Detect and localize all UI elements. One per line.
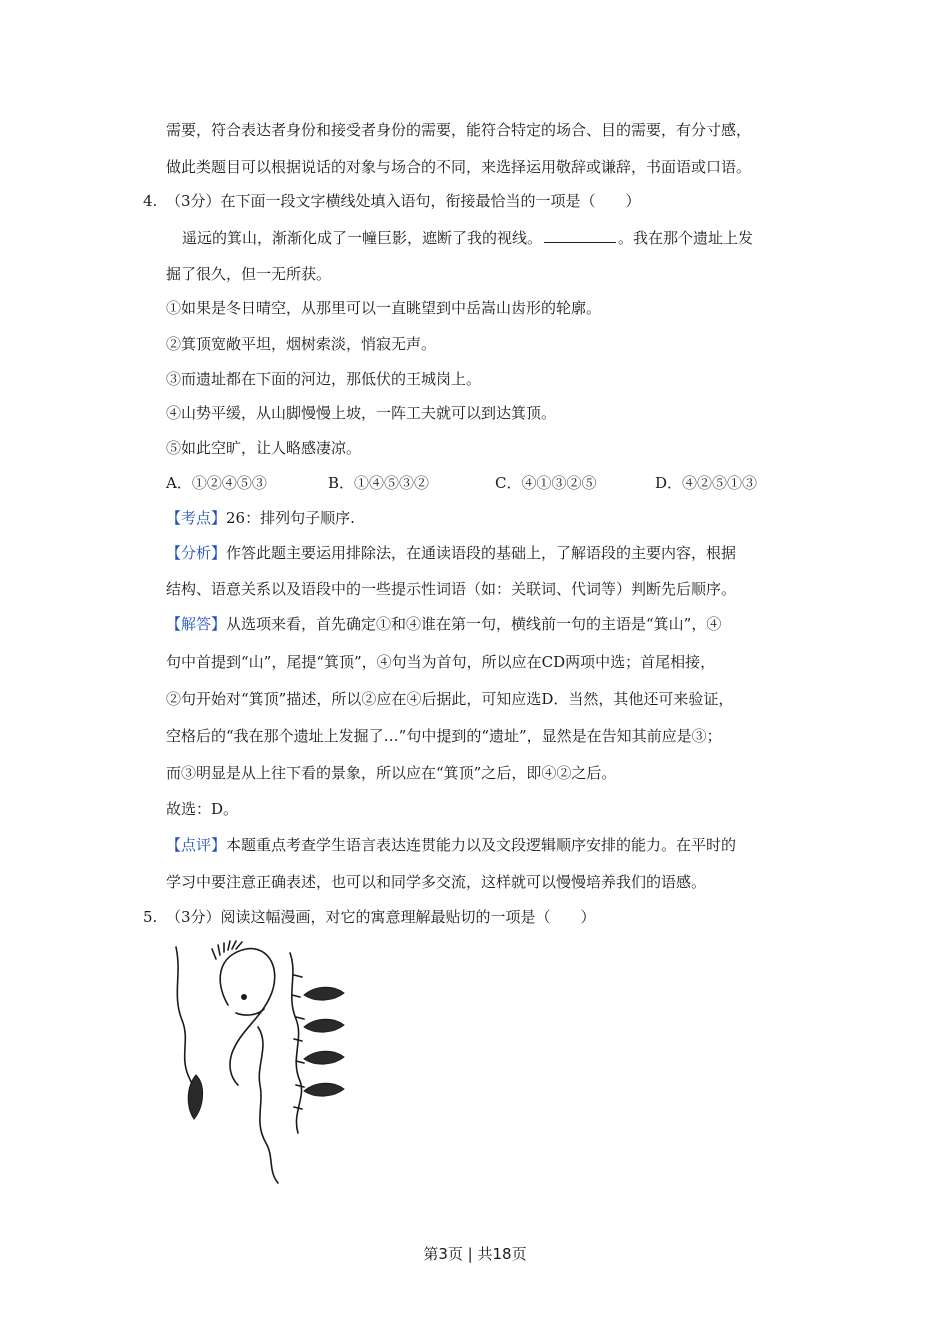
figure-head-loop — [220, 949, 275, 1085]
dianping-text-1: 本题重点考查学生语言表达连贯能力以及文段逻辑顺序安排的能力。在平时的 — [226, 836, 737, 854]
question-5-stem: （3分）阅读这幅漫画，对它的寓意理解最贴切的一项是（ ） — [166, 908, 596, 926]
passage-before-blank: 遥远的箕山，渐渐化成了一幢巨影，遮断了我的视线。 — [182, 229, 543, 247]
passage-after-blank: 。我在那个遗址上发 — [618, 229, 754, 247]
option-b: B．①④⑤③② — [328, 474, 430, 492]
fenxi-line-1 — [166, 543, 736, 563]
question-4-passage-line-1 — [182, 228, 753, 248]
question-4-stem: （3分）在下面一段文字横线处填入语句，衔接最恰当的一项是（ ） — [166, 192, 641, 210]
page-footer: 第3页 | 共18页 — [423, 1245, 527, 1263]
leaf-2 — [304, 1019, 344, 1032]
figure-eye — [242, 995, 246, 999]
question-5-number: 5. — [143, 908, 158, 926]
sentence-3: ③而遗址都在下面的河边，那低伏的王城岗上。 — [166, 370, 482, 388]
jieda-line-3: ②句开始对“箕顶”描述，所以②应在④后据此，可知应选D．当然，其他还可来验证， — [166, 690, 734, 708]
left-stem — [176, 947, 200, 1095]
intro-line-2: 做此类题目可以根据说话的对象与场合的不同，来选择运用敬辞或谦辞，书面语或口语。 — [166, 158, 752, 176]
leaf-3 — [304, 1051, 344, 1064]
dianping-tag: 【点评】 — [166, 836, 227, 854]
right-leaves — [304, 987, 344, 1096]
question-4-number: 4. — [143, 192, 158, 210]
fenxi-tag: 【分析】 — [166, 544, 227, 562]
sentence-5: ⑤如此空旷，让人略感凄凉。 — [166, 439, 362, 457]
leaf-4 — [304, 1083, 344, 1096]
option-c: C．④①③②⑤ — [495, 474, 597, 492]
sentence-4: ④山势平缓，从山脚慢慢上坡，一阵工夫就可以到达箕顶。 — [166, 404, 557, 422]
answer-line: 故选：D。 — [166, 800, 239, 818]
dianping-line-1 — [166, 835, 736, 855]
fenxi-line-2: 结构、语意关系以及语段中的一些提示性词语（如：关联词、代词等）判断先后顺序。 — [166, 580, 737, 598]
dianping-line-2: 学习中要注意正确表述，也可以和同学多交流，这样就可以慢慢培养我们的语感。 — [166, 873, 707, 891]
leaf-1 — [304, 987, 344, 1000]
sentence-1: ①如果是冬日晴空，从那里可以一直眺望到中岳嵩山齿形的轮廓。 — [166, 299, 602, 317]
jieda-tag: 【解答】 — [166, 615, 227, 633]
figure-hair — [212, 941, 242, 959]
kaodian-text: 26：排列句子顺序. — [226, 509, 355, 527]
kaodian-tag: 【考点】 — [166, 509, 227, 527]
jieda-line-2: 句中首提到“山”，尾提“箕顶”，④句当为首句，所以应在CD两项中选；首尾相接， — [166, 653, 716, 671]
kaodian-line — [166, 508, 355, 528]
figure-string — [258, 1027, 278, 1183]
jieda-text-1: 从选项来看，首先确定①和④谁在第一句，横线前一句的主语是“箕山”，④ — [226, 615, 722, 633]
jieda-line-4: 空格后的“我在那个遗址上发掘了…”句中提到的“遗址”，显然是在告知其前应是③； — [166, 727, 722, 745]
jieda-line-5: 而③明显是从上往下看的景象，所以应在“箕顶”之后，即④②之后。 — [166, 764, 617, 782]
jieda-line-1 — [166, 614, 721, 634]
cartoon-illustration — [166, 935, 366, 1195]
sentence-2: ②箕顶宽敞平坦，烟树索淡，悄寂无声。 — [166, 335, 437, 353]
option-d: D．④②⑤①③ — [655, 474, 758, 492]
intro-line-1: 需要，符合表达者身份和接受者身份的需要，能符合特定的场合、目的需要，有分寸感， — [166, 121, 752, 139]
right-stem — [290, 953, 302, 1133]
answer-blank — [544, 228, 616, 243]
option-a: A．①②④⑤③ — [166, 474, 267, 492]
fenxi-text-1: 作答此题主要运用排除法，在通读语段的基础上，了解语段的主要内容，根据 — [226, 544, 737, 562]
question-4-passage-line-2: 掘了很久，但一无所获。 — [166, 265, 332, 283]
